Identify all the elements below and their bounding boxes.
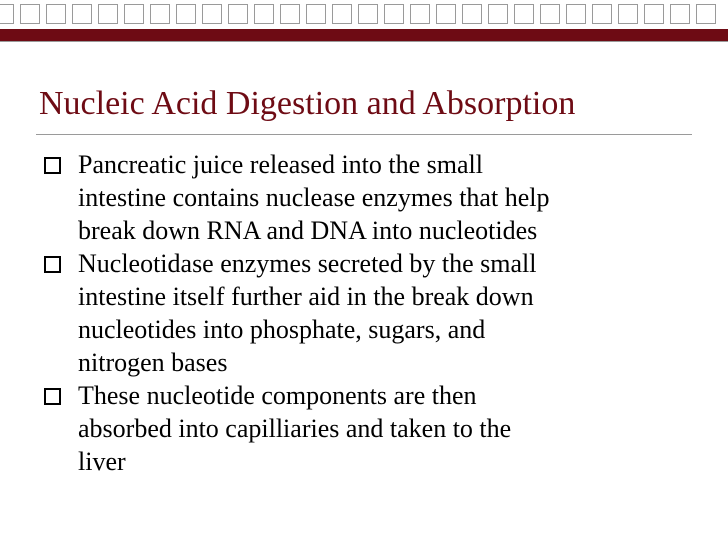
bullet-line: nucleotides into phosphate, sugars, and xyxy=(78,315,486,344)
square-icon xyxy=(618,4,638,24)
header-decoration xyxy=(0,0,728,44)
square-icon xyxy=(254,4,274,24)
bullet-line: nitrogen bases xyxy=(78,348,228,377)
bullet-line: intestine contains nuclease enzymes that help xyxy=(78,183,550,212)
bullet-line: absorbed into capilliaries and taken to the xyxy=(78,414,512,443)
square-icon xyxy=(46,4,66,24)
square-icon xyxy=(0,4,14,24)
list-item xyxy=(44,247,684,379)
slide-title: Nucleic Acid Digestion and Absorption xyxy=(39,85,576,122)
bullet-list xyxy=(44,148,684,478)
square-icon xyxy=(98,4,118,24)
header-bar xyxy=(0,29,728,41)
square-icon xyxy=(72,4,92,24)
square-icon xyxy=(306,4,326,24)
square-icon xyxy=(410,4,430,24)
list-item xyxy=(44,379,684,478)
square-icon xyxy=(228,4,248,24)
hollow-square-icon xyxy=(44,256,61,273)
square-icon xyxy=(176,4,196,24)
bullet-line: liver xyxy=(78,447,126,476)
title-divider xyxy=(36,134,692,135)
decorative-squares xyxy=(0,4,728,30)
square-icon xyxy=(592,4,612,24)
square-icon xyxy=(436,4,456,24)
square-icon xyxy=(488,4,508,24)
square-icon xyxy=(20,4,40,24)
bullet-line: intestine itself further aid in the break down xyxy=(78,282,534,311)
square-icon xyxy=(462,4,482,24)
bullet-line: Pancreatic juice released into the small xyxy=(78,150,483,179)
square-icon xyxy=(670,4,690,24)
square-icon xyxy=(644,4,664,24)
hollow-square-icon xyxy=(44,388,61,405)
square-icon xyxy=(280,4,300,24)
bullet-line: Nucleotidase enzymes secreted by the small xyxy=(78,249,537,278)
square-icon xyxy=(566,4,586,24)
list-item xyxy=(44,148,684,247)
bullet-line: break down RNA and DNA into nucleotides xyxy=(78,216,538,245)
square-icon xyxy=(540,4,560,24)
square-icon xyxy=(150,4,170,24)
square-icon xyxy=(202,4,222,24)
square-icon xyxy=(514,4,534,24)
square-icon xyxy=(332,4,352,24)
bullet-line: These nucleotide components are then xyxy=(78,381,477,410)
hollow-square-icon xyxy=(44,157,61,174)
square-icon xyxy=(696,4,716,24)
square-icon xyxy=(358,4,378,24)
square-icon xyxy=(124,4,144,24)
header-divider xyxy=(0,41,728,42)
square-icon xyxy=(384,4,404,24)
